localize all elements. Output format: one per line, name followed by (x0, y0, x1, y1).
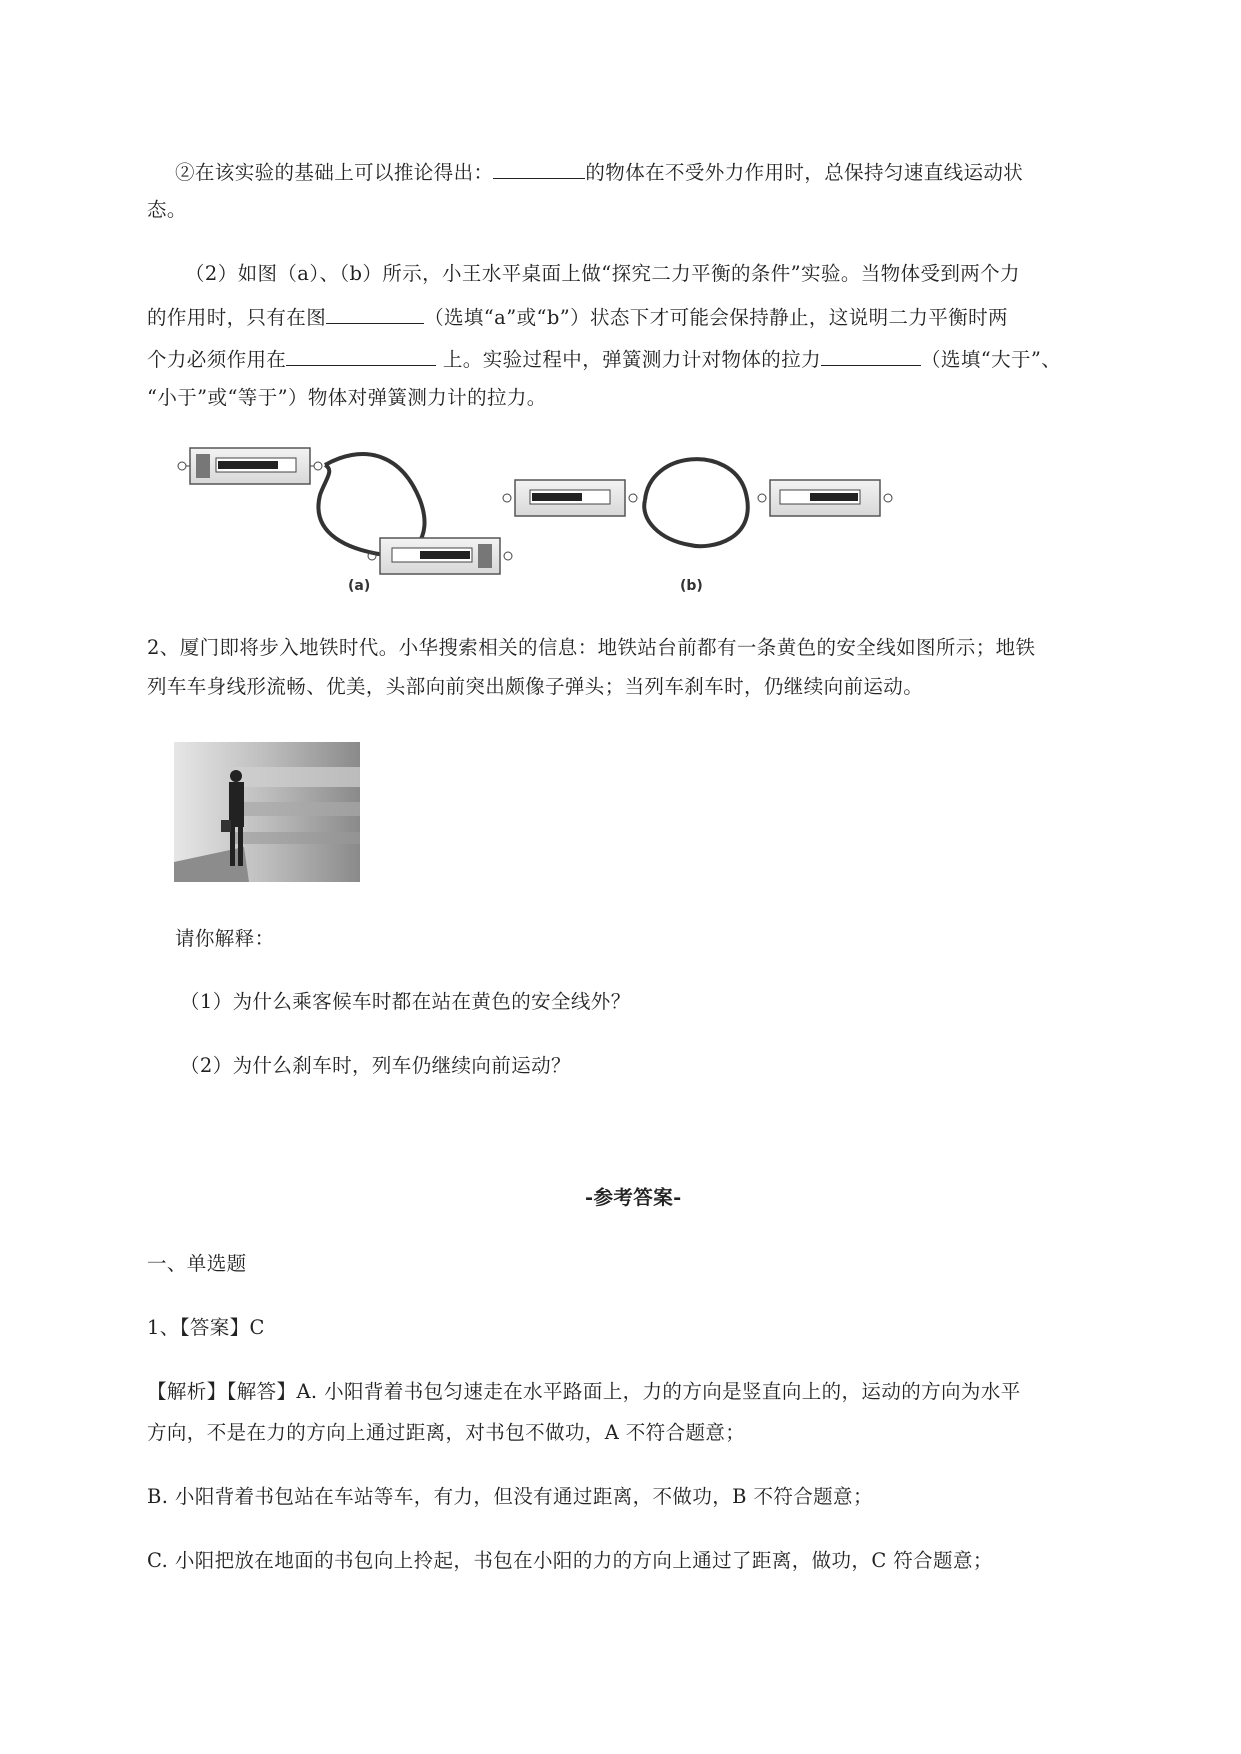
q2-line1: 2、厦门即将步入地铁时代。小华搜索相关的信息：地铁站台前都有一条黄色的安全线如图所示；地铁 (147, 636, 1036, 659)
answer-blank[interactable] (326, 303, 424, 324)
q1-part3-line2: 的作用时，只有在图 （选填“a”或“b”）状态下才可能会保持静止，这说明二力平衡时两 (147, 303, 1008, 330)
q1-part2-line2: 态。 (147, 198, 187, 221)
answer-blank[interactable] (493, 158, 585, 179)
spring-scale-b-left (503, 480, 637, 516)
answers-section: 一、单选题 (147, 1252, 247, 1275)
rope-loop-b (644, 459, 748, 546)
spring-scale-a-right (368, 538, 512, 574)
answers-heading: -参考答案- (585, 1186, 682, 1209)
spring-scale-b-right (758, 480, 892, 516)
explanation-b: B. 小阳背着书包站在车站等车，有力，但没有通过距离，不做功，B 不符合题意； (147, 1485, 873, 1508)
figure-label-a: (a) (348, 578, 371, 594)
q2-ask: 请你解释： (175, 927, 275, 950)
q2-sub1: （1）为什么乘客候车时都在站在黄色的安全线外？ (180, 990, 631, 1013)
explanation-line1: 【解析】【解答】A. 小阳背着书包匀速走在水平路面上，力的方向是竖直向上的，运动的方向为水平 (147, 1380, 1021, 1403)
q2-line2: 列车车身线形流畅、优美，头部向前突出颇像子弹头；当列车刹车时，仍继续向前运动。 (147, 675, 924, 698)
answer-blank[interactable] (286, 345, 436, 366)
answer-1: 1、【答案】C (147, 1316, 265, 1339)
q1-part2-line1: ②在该实验的基础上可以推论得出： 的物体在不受外力作用时，总保持匀速直线运动状 (175, 158, 1023, 185)
spring-scale-a-left (178, 448, 322, 484)
answer-blank[interactable] (821, 345, 921, 366)
q1-part3-line4: “小于”或“等于”）物体对弹簧测力计的拉力。 (147, 386, 547, 409)
explanation-line2: 方向，不是在力的方向上通过距离，对书包不做功，A 不符合题意； (147, 1421, 746, 1444)
q2-sub2: （2）为什么刹车时，列车仍继续向前运动？ (180, 1054, 571, 1077)
q1-part3-line1: （2）如图（a）、（b）所示，小王水平桌面上做“探究二力平衡的条件”实验。当物体受到两个力 (185, 262, 1020, 285)
figure-label-b: (b) (680, 578, 703, 594)
subway-photo (174, 742, 360, 882)
spring-scale-figure (170, 440, 1000, 600)
q1-part3-line3: 个力必须作用在 上。实验过程中，弹簧测力计对物体的拉力 （选填“大于”、 (147, 345, 1061, 372)
explanation-c: C. 小阳把放在地面的书包向上拎起，书包在小阳的力的方向上通过了距离，做功，C 符合题意； (147, 1549, 993, 1572)
